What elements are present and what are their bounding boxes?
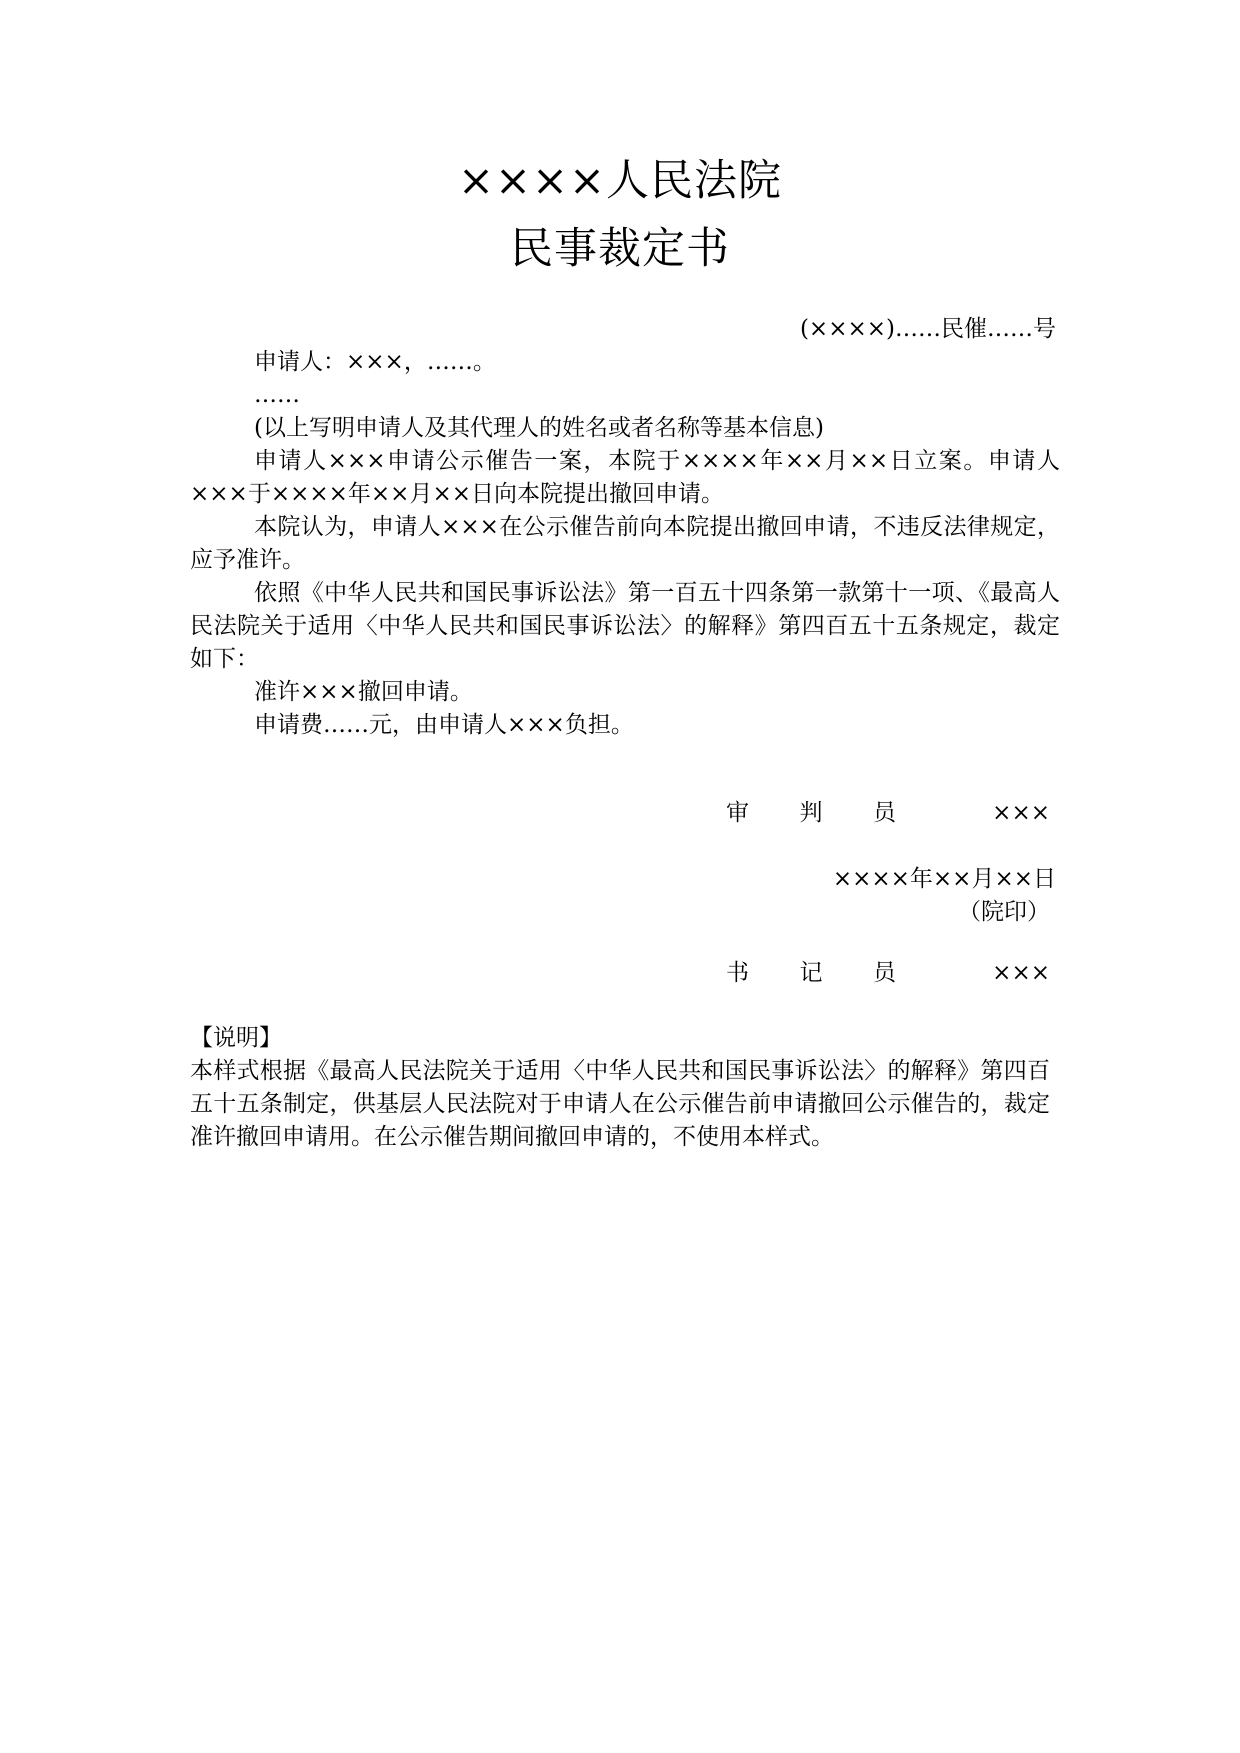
ruling-item-withdraw: 准许×××撤回申请。 [254, 679, 473, 705]
judge-name: ××× [992, 800, 1050, 826]
legal-basis-paragraph: 依照《中华人民共和国民事诉讼法》第一百五十四条第一款第十一项、《最高人民法院关于适用〈中华人民共和国民事诉讼法〉的解释》第四百五十五条规定，裁定如下： [190, 580, 1060, 672]
document-title: 民事裁定书 [510, 224, 730, 274]
court-name: ××××人民法院 [457, 156, 783, 206]
ruling-item-fee: 申请费……元，由申请人×××负担。 [254, 712, 634, 738]
applicant-line: 申请人：×××，……。 [254, 349, 496, 375]
clerk-role-label: 书 记 员 [726, 960, 896, 986]
explanation-heading: 【说明】 [190, 1025, 282, 1051]
court-seal-label: （院印） [958, 899, 1050, 925]
info-note-line: (以上写明申请人及其代理人的姓名或者名称等基本信息) [254, 415, 824, 441]
court-opinion-paragraph: 本院认为，申请人×××在公示催告前向本院提出撤回申请，不违反法律规定，应予准许。 [190, 514, 1060, 573]
ruling-date: ××××年××月××日 [832, 866, 1056, 892]
explanation-text: 本样式根据《最高人民法院关于适用〈中华人民共和国民事诉讼法〉的解释》第四百五十五条制定，供基层人民法院对于申请人在公示催告前申请撤回公示催告的，裁定准许撤回申请用。在公示催告期间撤回申请的，不使用本样式。 [190, 1058, 1050, 1150]
ellipsis-line: …… [254, 382, 300, 408]
case-number: (××××)……民催……号 [799, 316, 1056, 342]
case-facts-paragraph: 申请人×××申请公示催告一案，本院于××××年××月××日立案。申请人×××于××××年××月××日向本院提出撤回申请。 [190, 448, 1060, 507]
ruling-body [190, 346, 1060, 742]
judge-role-label: 审 判 员 [726, 800, 896, 826]
clerk-name: ××× [992, 960, 1050, 986]
clerk-signature-row [726, 957, 1050, 990]
judge-signature-row [726, 797, 1050, 830]
